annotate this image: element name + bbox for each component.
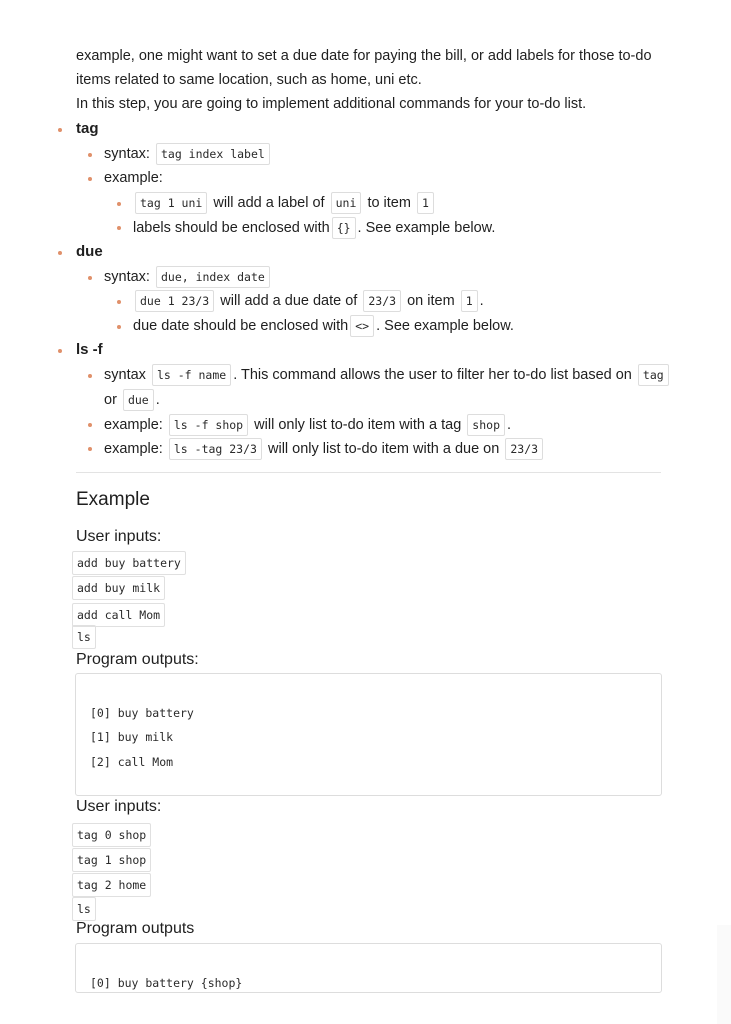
tag-syntax-label: syntax: xyxy=(104,145,150,162)
bullet-icon xyxy=(88,177,92,181)
input-command: tag 2 home xyxy=(72,873,151,897)
bullet-icon xyxy=(117,202,121,206)
lsf-syntax-text: . This command allows the user to filter her to-do list based on xyxy=(233,366,632,383)
user-inputs-label-2: User inputs: xyxy=(76,798,162,815)
output-line: [0] buy battery {shop} xyxy=(90,976,243,990)
lsf-syntax-line xyxy=(104,364,671,386)
program-outputs-label-2: Program outputs xyxy=(76,920,195,937)
lsf-example-2 xyxy=(104,438,545,460)
due-ex1-code3: 1 xyxy=(461,290,478,312)
tag-syntax-line xyxy=(104,143,272,165)
input-command: add buy battery xyxy=(72,551,186,575)
due-example-2 xyxy=(133,315,514,337)
due-syntax-line xyxy=(104,266,272,288)
bullet-icon xyxy=(88,153,92,157)
input-command: tag 0 shop xyxy=(72,823,151,847)
lsf-ex1-text2: . xyxy=(507,416,512,433)
bullet-icon xyxy=(58,128,62,132)
bullet-icon xyxy=(117,300,121,304)
lsf-ex2-code2: 23/3 xyxy=(505,438,543,460)
tag-title: tag xyxy=(76,120,99,137)
user-inputs-label: User inputs: xyxy=(76,528,162,545)
bullet-icon xyxy=(88,447,92,451)
lsf-ex1-code: ls -f shop xyxy=(169,414,248,436)
output-line: [1] buy milk xyxy=(90,730,174,744)
lsf-syntax-line-2 xyxy=(104,389,160,411)
input-command: ls xyxy=(72,625,96,649)
lsf-syntax-code2: tag xyxy=(638,364,669,386)
lsf-syntax-code: ls -f name xyxy=(152,364,231,386)
lsf-syntax-text2: or xyxy=(104,391,117,408)
input-command: tag 1 shop xyxy=(72,848,151,872)
lsf-ex1-code2: shop xyxy=(467,414,505,436)
bullet-icon xyxy=(58,251,62,255)
due-ex2-code: <> xyxy=(350,315,374,337)
tag-ex2-text2: . See example below. xyxy=(357,219,496,236)
tag-example-label: example: xyxy=(104,170,163,186)
due-title: due xyxy=(76,243,103,260)
bullet-icon xyxy=(88,276,92,280)
due-ex2-text2: . See example below. xyxy=(376,317,514,334)
due-ex2-text1: due date should be enclosed with xyxy=(133,317,349,334)
intro-line-3: In this step, you are going to implement additional commands for your to-do list. xyxy=(76,96,587,112)
input-command: add call Mom xyxy=(72,603,165,627)
tag-ex1-text2: to item xyxy=(367,194,411,211)
example-heading: Example xyxy=(76,489,150,510)
lsf-syntax-code3: due xyxy=(123,389,154,411)
lsf-ex1-label: example: xyxy=(104,416,163,433)
bullet-icon xyxy=(58,349,62,353)
lsf-ex1-text: will only list to-do item with a tag xyxy=(254,416,462,433)
due-ex1-text3: . xyxy=(479,292,484,309)
output-code-block xyxy=(75,673,662,796)
tag-ex2-code: {} xyxy=(332,217,356,239)
program-outputs-label: Program outputs: xyxy=(76,651,199,668)
tag-ex1-code3: 1 xyxy=(417,192,434,214)
tag-ex1-code: tag 1 uni xyxy=(135,192,207,214)
tag-ex2-text1: labels should be enclosed with xyxy=(133,219,330,236)
due-syntax-code: due, index date xyxy=(156,266,270,288)
lsf-example-1 xyxy=(104,414,511,436)
scrollbar-track[interactable] xyxy=(717,925,731,1024)
tag-example-1 xyxy=(133,192,436,214)
bullet-icon xyxy=(88,423,92,427)
tag-syntax-code: tag index label xyxy=(156,143,270,165)
lsf-ex2-text: will only list to-do item with a due on xyxy=(268,440,500,457)
section-divider xyxy=(76,472,661,473)
due-ex1-code2: 23/3 xyxy=(363,290,401,312)
intro-line-2: items related to same location, such as home, uni etc. xyxy=(76,72,422,88)
lsf-ex2-label: example: xyxy=(104,440,163,457)
lsf-title: ls -f xyxy=(76,341,103,358)
due-example-1 xyxy=(133,290,484,312)
lsf-ex2-code: ls -tag 23/3 xyxy=(169,438,262,460)
tag-ex1-text1: will add a label of xyxy=(213,194,325,211)
due-ex1-code: due 1 23/3 xyxy=(135,290,214,312)
lsf-syntax-text3: . xyxy=(155,391,160,408)
due-ex1-text1: will add a due date of xyxy=(220,292,358,309)
tag-ex1-code2: uni xyxy=(331,192,362,214)
due-ex1-text2: on item xyxy=(407,292,455,309)
input-command: ls xyxy=(72,897,96,921)
bullet-icon xyxy=(117,226,121,230)
intro-line-1: example, one might want to set a due date for paying the bill, or add labels for those to-do xyxy=(76,48,652,64)
output-line: [2] call Mom xyxy=(90,755,174,769)
lsf-syntax-label: syntax xyxy=(104,366,146,383)
input-command: add buy milk xyxy=(72,576,165,600)
output-line: [0] buy battery xyxy=(90,706,194,720)
output-code-block-2 xyxy=(75,943,662,993)
due-syntax-label: syntax: xyxy=(104,268,150,285)
bullet-icon xyxy=(88,374,92,378)
tag-example-2 xyxy=(133,217,495,239)
bullet-icon xyxy=(117,325,121,329)
